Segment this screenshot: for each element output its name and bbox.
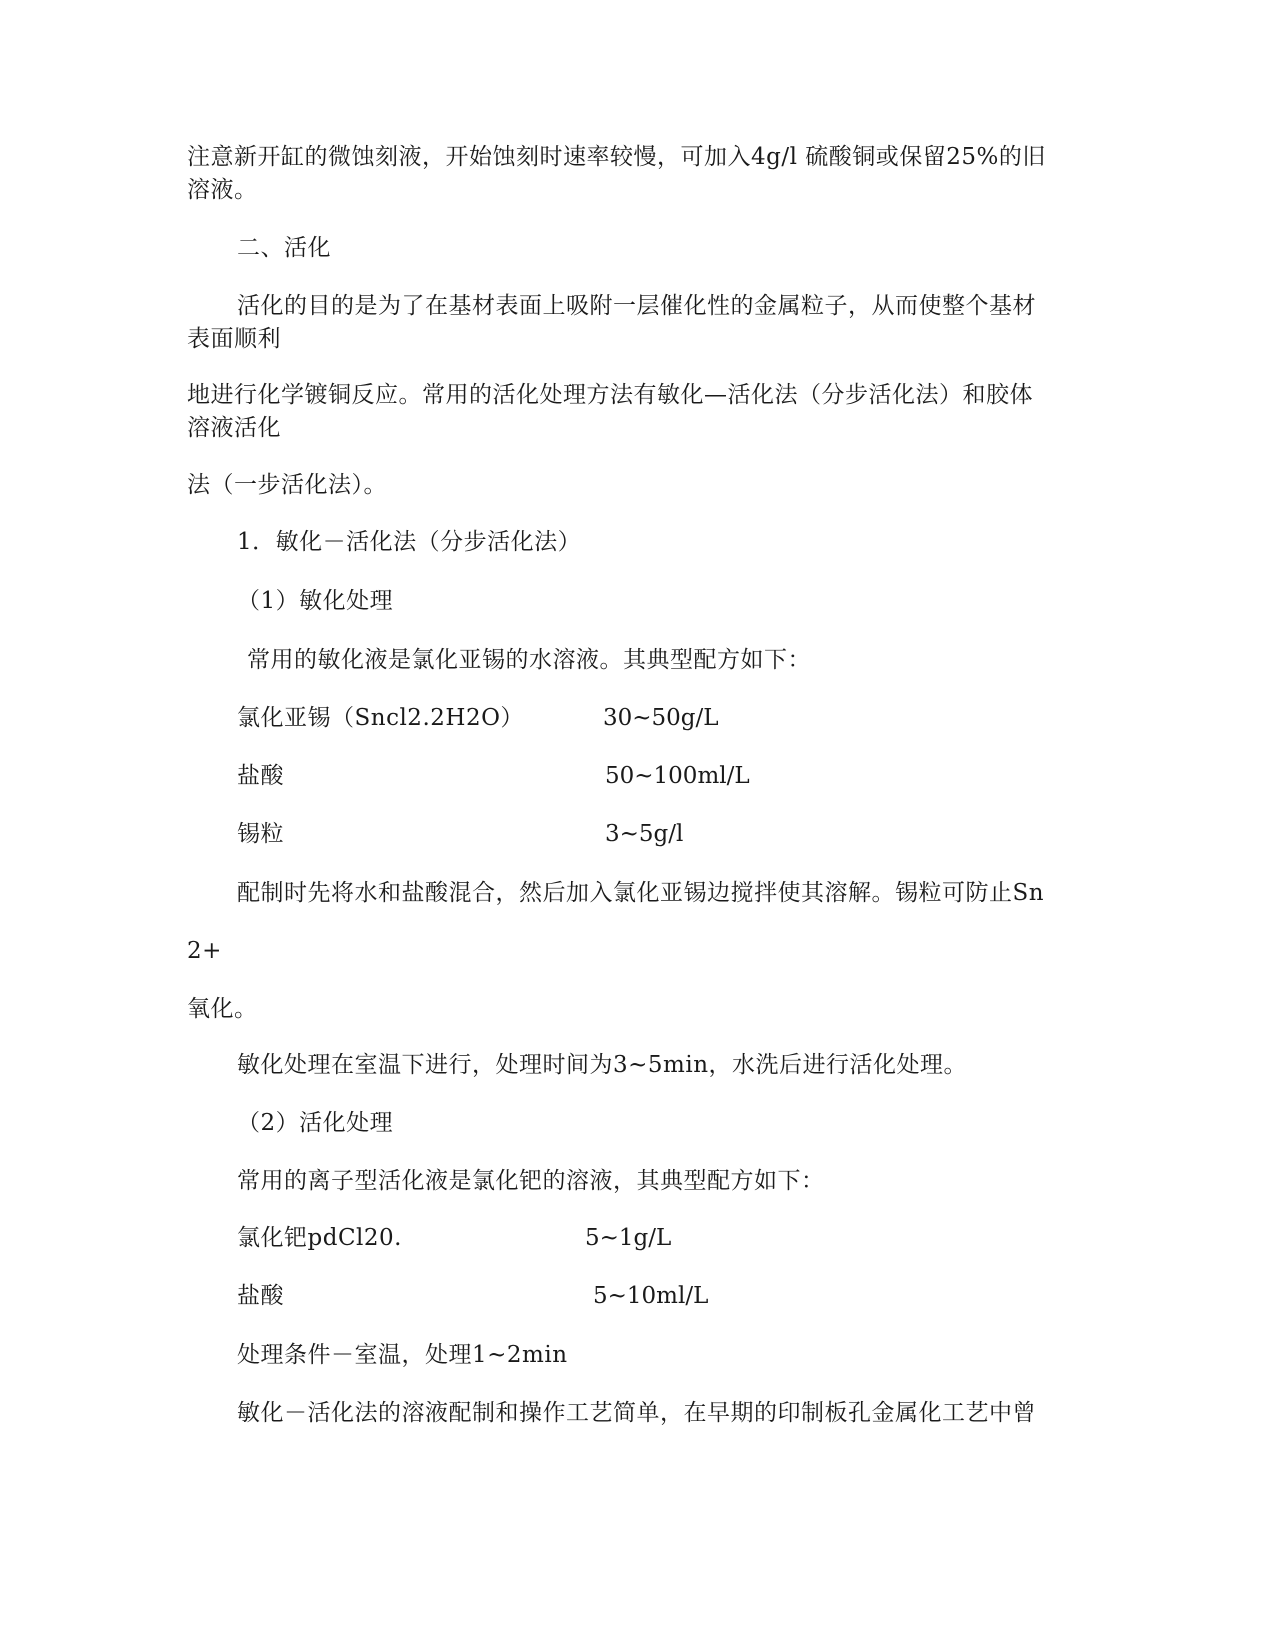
formula-name: 盐酸 (237, 763, 284, 789)
section-heading: 二、活化 (237, 235, 331, 261)
formula-value: 50~100ml/L (605, 763, 750, 789)
paragraph-line: 法（一步活化法）。 (187, 472, 387, 498)
paragraph-line: 注意新开缸的微蚀刻液，开始蚀刻时速率较慢，可加入4g/l 硫酸铜或保留25%的旧 (187, 144, 1046, 170)
paragraph-line: 配制时先将水和盐酸混合，然后加入氯化亚锡边搅拌使其溶解。锡粒可防止Sn (237, 880, 1045, 906)
paragraph-line: 溶液。 (187, 177, 258, 203)
sub-heading: （1）敏化处理 (237, 588, 394, 614)
paragraph-line: 溶液活化 (187, 415, 281, 441)
paragraph-line: 处理条件－室温，处理1~2min (237, 1342, 568, 1368)
sub-heading: （2）活化处理 (237, 1110, 394, 1136)
paragraph-line: 活化的目的是为了在基材表面上吸附一层催化性的金属粒子，从而使整个基材 (237, 293, 1036, 319)
formula-name: 氯化亚锡（Sncl2.2H2O） (237, 705, 524, 731)
formula-name: 锡粒 (237, 821, 284, 847)
formula-value: 5~1g/L (585, 1225, 672, 1251)
paragraph-line: 表面顺利 (187, 326, 281, 352)
paragraph-line: 常用的离子型活化液是氯化钯的溶液，其典型配方如下： (237, 1168, 825, 1194)
formula-name: 氯化钯pdCl20. (237, 1225, 402, 1251)
subsection-heading: 1．敏化－活化法（分步活化法） (237, 529, 582, 555)
formula-value: 30~50g/L (603, 705, 719, 731)
paragraph-line: 地进行化学镀铜反应。常用的活化处理方法有敏化—活化法（分步活化法）和胶体 (187, 382, 1033, 408)
paragraph-line: 氧化。 (187, 996, 258, 1022)
paragraph-line: 常用的敏化液是氯化亚锡的水溶液。其典型配方如下： (247, 647, 811, 673)
paragraph-line: 敏化－活化法的溶液配制和操作工艺简单，在早期的印制板孔金属化工艺中曾 (237, 1400, 1036, 1426)
formula-name: 盐酸 (237, 1283, 284, 1309)
superscript-line: 2+ (187, 938, 222, 964)
paragraph-line: 敏化处理在室温下进行，处理时间为3~5min，水洗后进行活化处理。 (237, 1052, 968, 1078)
formula-value: 5~10ml/L (593, 1283, 709, 1309)
formula-value: 3~5g/l (605, 821, 684, 847)
